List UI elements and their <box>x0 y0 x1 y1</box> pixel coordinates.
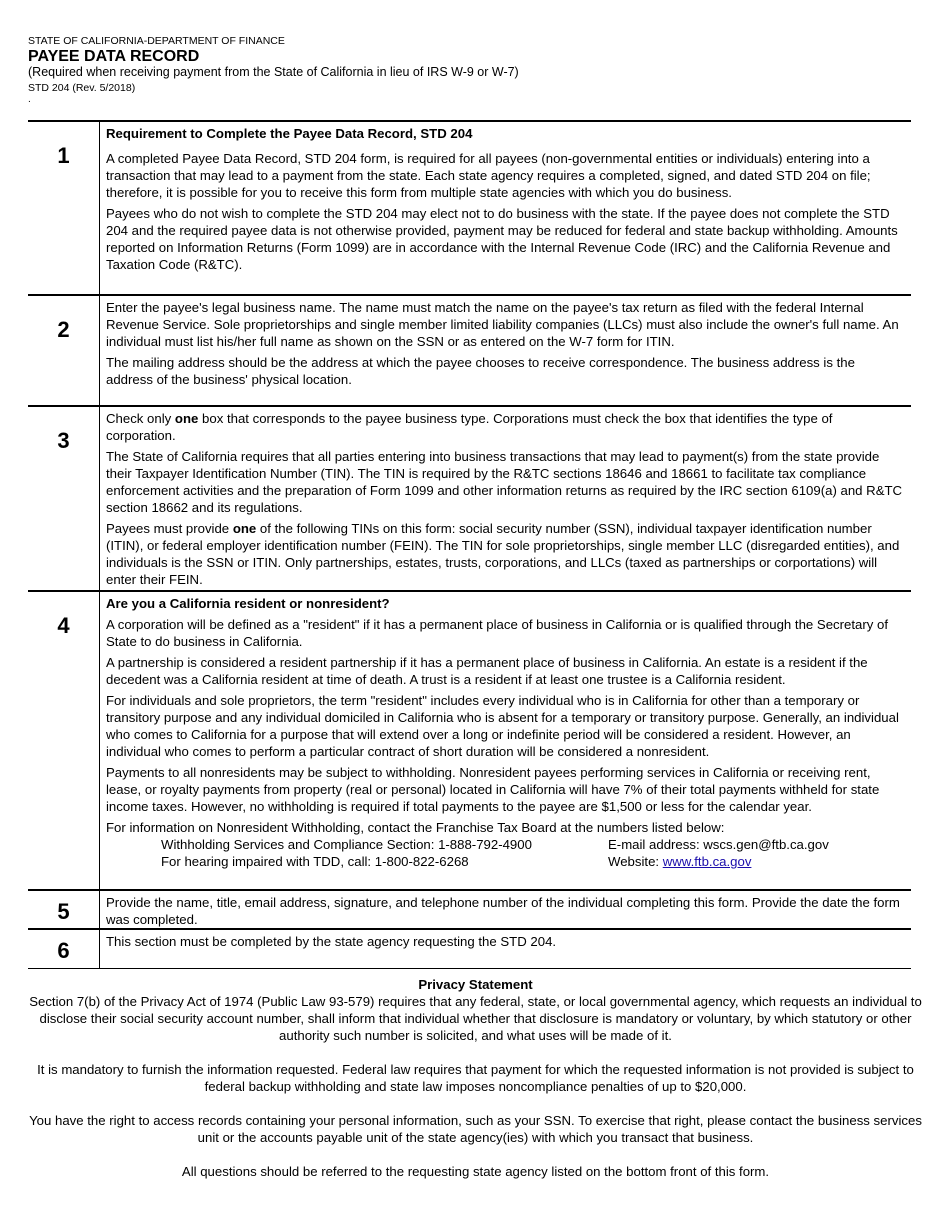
contact-line <box>106 853 905 870</box>
text-span: Payees must provide <box>106 521 233 536</box>
paragraph: The mailing address should be the address at which the payee chooses to receive correspondence. The business address is the address of the business' physical location. <box>106 355 855 387</box>
section-content <box>100 891 911 928</box>
paragraph: Provide the name, title, email address, signature, and telephone number of the individual completing this form. Provide the date the form was completed. <box>106 895 900 927</box>
form-header <box>28 35 519 105</box>
section-number: 5 <box>28 891 100 928</box>
paragraph: Payments to all nonresidents may be subject to withholding. Nonresident payees performing services in California or receiving rent, lease, or royalty payments from property (real or personal) located in California will have 7% of their total payments withheld for state income taxes. However, no withholding is required if total payments to the payee are $1,500 or less for the calendar year. <box>106 765 880 814</box>
instructions-table <box>28 120 911 969</box>
section-row-1 <box>28 120 911 294</box>
text-span: box that corresponds to the payee business type. Corporations must check the box that identifies the type of corporation. <box>106 411 833 443</box>
privacy-title: Privacy Statement <box>418 977 533 992</box>
bold-text: one <box>232 521 257 536</box>
section-content <box>100 122 911 294</box>
paragraph: A partnership is considered a resident partnership if it has a permanent place of business in California. An estate is a resident if the decedent was a California resident at time of death. A trust is a resident if at least one trustee is a California resident. <box>106 655 868 687</box>
paragraph: It is mandatory to furnish the information requested. Federal law requires that payment for which the requested information is not provided is subject to federal backup withholding and state law imposes noncompliance penalties of up to $20,000. <box>37 1062 914 1094</box>
withholding-phone: Withholding Services and Compliance Section: 1-888-792-4900 <box>161 837 532 852</box>
section-row-2 <box>28 294 911 405</box>
section-row-4 <box>28 590 911 889</box>
ftb-website-link[interactable]: www.ftb.ca.gov <box>662 854 752 869</box>
section-content <box>100 407 911 590</box>
section-number: 4 <box>28 592 100 889</box>
section-content <box>100 592 911 889</box>
paragraph: Section 7(b) of the Privacy Act of 1974 (Public Law 93-579) requires that any federal, state, or local governmental agency, which requests an individual to disclose their social security account number, shall inform that individual whether that disclosure is mandatory or voluntary, by which statutory or other authority such number is solicited, and what uses will be made of it. <box>29 994 922 1043</box>
header-dot: . <box>28 94 31 105</box>
email-address: E-mail address: wscs.gen@ftb.ca.gov <box>608 837 829 852</box>
paragraph: You have the right to access records containing your personal information, such as your SSN. To exercise that right, please contact the business services unit or the accounts payable unit of the state agency(ies) with which you transact that business. <box>29 1113 922 1145</box>
contact-line <box>106 836 905 853</box>
paragraph: Payees who do not wish to complete the STD 204 may elect not to do business with the state. If the payee does not complete the STD 204 and the required payee data is not otherwise provided, payment may be reduced for federal and state backup withholding. Amounts reported on Information Returns (Form 1099) are in accordance with the Internal Revenue Code (IRC) and the California Revenue and Taxation Code (R&TC). <box>106 206 898 272</box>
paragraph <box>106 520 905 588</box>
text-span: Check only <box>106 411 175 426</box>
section-content <box>100 930 911 968</box>
form-subtitle: (Required when receiving payment from the State of California in lieu of IRS W-9 or W-7) <box>28 65 519 79</box>
section-row-6 <box>28 928 911 969</box>
section-heading: Are you a California resident or nonresident? <box>106 596 390 611</box>
form-title: PAYEE DATA RECORD <box>28 48 200 65</box>
agency-name: STATE OF CALIFORNIA-DEPARTMENT OF FINANCE <box>28 35 285 47</box>
section-number: 2 <box>28 296 100 405</box>
text-span: of the following TINs on this form: social security number (SSN), individual taxpayer identification number (ITIN), or federal employer identification number (FEIN). The TIN for sole proprietorships, single member LLC (disregarded entities), and individuals is the SSN or ITIN. Only partnerships, estates, trusts, corporations, and LLCs (taxed as partnerships or corportations) will enter their FEIN. <box>106 521 900 587</box>
paragraph: All questions should be referred to the requesting state agency listed on the bottom front of this form. <box>181 1164 770 1179</box>
website-label: Website: <box>608 854 663 869</box>
bold-text: one <box>174 411 199 426</box>
section-heading: Requirement to Complete the Payee Data Record, STD 204 <box>106 126 473 141</box>
section-number: 3 <box>28 407 100 590</box>
paragraph: A completed Payee Data Record, STD 204 form, is required for all payees (non-governmental entities or individuals) entering into a transaction that may lead to a payment from the state. Each state agency requires a completed, signed, and dated STD 204 on file; therefore, it is possible for you to receive this form from multiple state agencies with which you do business. <box>106 151 871 200</box>
section-row-3 <box>28 405 911 590</box>
section-number: 1 <box>28 122 100 294</box>
website <box>608 853 751 870</box>
paragraph: For individuals and sole proprietors, the term "resident" includes every individual who is in California for other than a temporary or transitory purpose and any individual domiciled in California who is absent for a temporary or transitory purpose. Generally, an individual who comes to California for a purpose that will extend over a long or indefinite period will be considered a resident. However, an individual who comes to perform a particular contract of short duration will be considered a nonresident. <box>106 693 899 759</box>
privacy-statement <box>28 976 923 1197</box>
section-row-5 <box>28 889 911 928</box>
form-number: STD 204 (Rev. 5/2018) <box>28 82 136 94</box>
contact-intro: For information on Nonresident Withholding, contact the Franchise Tax Board at the numbers listed below: <box>106 820 725 835</box>
paragraph <box>106 410 905 444</box>
paragraph: Enter the payee's legal business name. The name must match the name on the payee's tax return as filed with the federal Internal Revenue Service. Sole proprietorships and single member limited liability companies (LLCs) must also include the owner's full name. An individual must list his/her full name as shown on the SSN or as entered on the W-7 form for ITIN. <box>106 300 899 349</box>
tdd-phone: For hearing impaired with TDD, call: 1-800-822-6268 <box>161 854 469 869</box>
paragraph: This section must be completed by the state agency requesting the STD 204. <box>106 934 557 949</box>
section-content <box>100 296 911 405</box>
paragraph: The State of California requires that all parties entering into business transactions that may lead to payment(s) from the state provide their Taxpayer Identification Number (TIN). The TIN is required by the R&TC sections 18646 and 18661 to facilitate tax compliance enforcement activities and the preparation of Form 1099 and other information returns as required by the IRC section 6109(a) and R&TC section 18662 and its regulations. <box>106 449 903 515</box>
paragraph: A corporation will be defined as a "resident" if it has a permanent place of business in California or is qualified through the Secretary of State to do business in California. <box>106 617 889 649</box>
section-number: 6 <box>28 930 100 968</box>
